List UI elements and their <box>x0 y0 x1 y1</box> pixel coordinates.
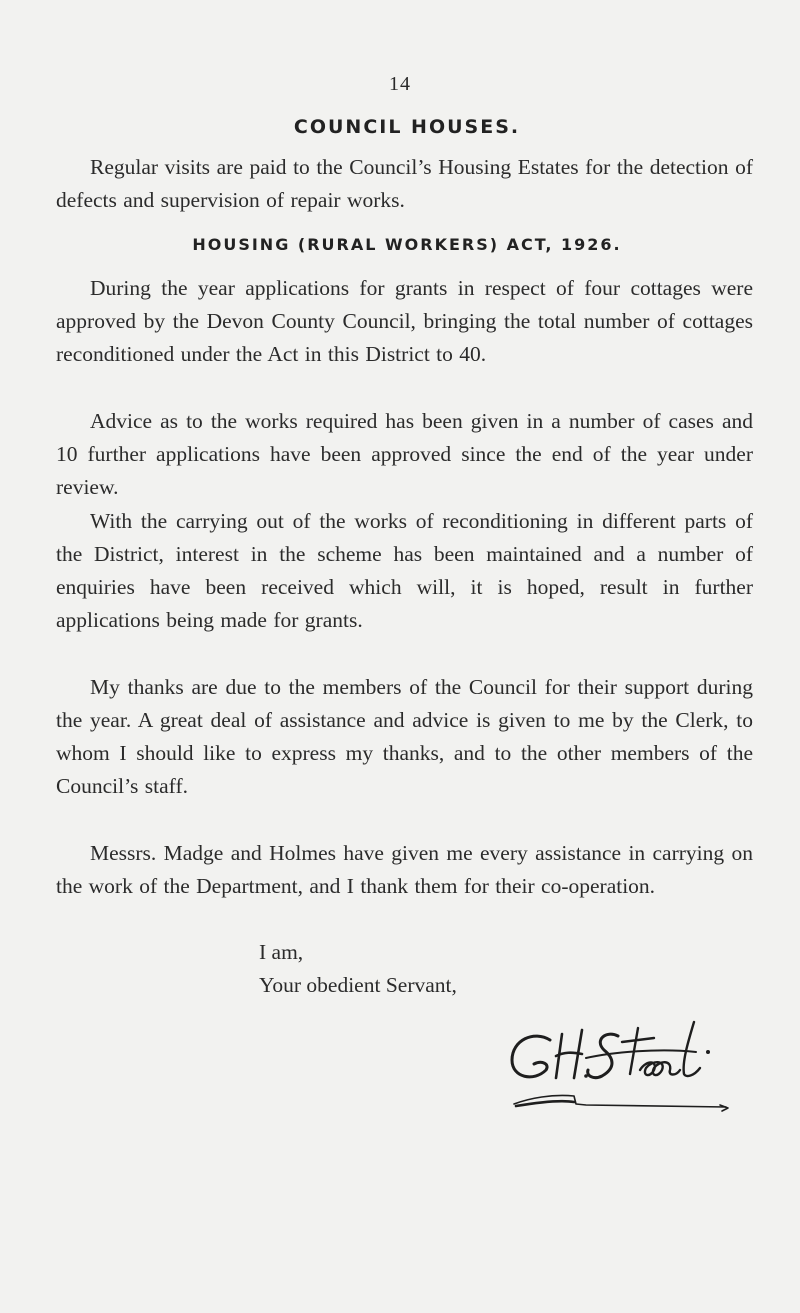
housing-act-paragraph-3: With the carrying out of the works of reconditioning in different parts of the District, interest in the scheme has been maintained and a number of enquiries have been received which will, it is hoped, result in further applications being made for grants. <box>56 509 753 632</box>
housing-act-paragraph-1: During the year applications for grants in respect of four cottages were approved by the Devon County Council, bringing the total number of cottages reconditioned under the Act in this District to 40. <box>56 276 753 366</box>
closing-line-2: Your obedient Servant, <box>259 973 457 997</box>
council-houses-paragraph: Regular visits are paid to the Council’s Housing Estates for the detection of defects and supervision of repair works. <box>56 155 753 212</box>
council-houses-heading: COUNCIL HOUSES. <box>293 116 521 138</box>
assistance-paragraph: Messrs. Madge and Holmes have given me every assistance in carrying on the work of the Department, and I thank them for their co-operation. <box>56 841 753 898</box>
housing-act-heading: HOUSING (RURAL WORKERS) ACT, 1926. <box>192 235 622 254</box>
page-number: 14 <box>389 73 411 95</box>
thanks-paragraph: My thanks are due to the members of the Council for their support during the year. A great deal of assistance and advice is given to me by the Clerk, to whom I should like to express my thanks, and to the other members of the Council’s staff. <box>56 675 753 798</box>
housing-act-paragraph-2: Advice as to the works required has been given in a number of cases and 10 further applications have been approved since the end of the year under review. <box>56 409 753 499</box>
handwritten-signature <box>490 1012 730 1122</box>
closing-line-1: I am, <box>259 940 304 964</box>
